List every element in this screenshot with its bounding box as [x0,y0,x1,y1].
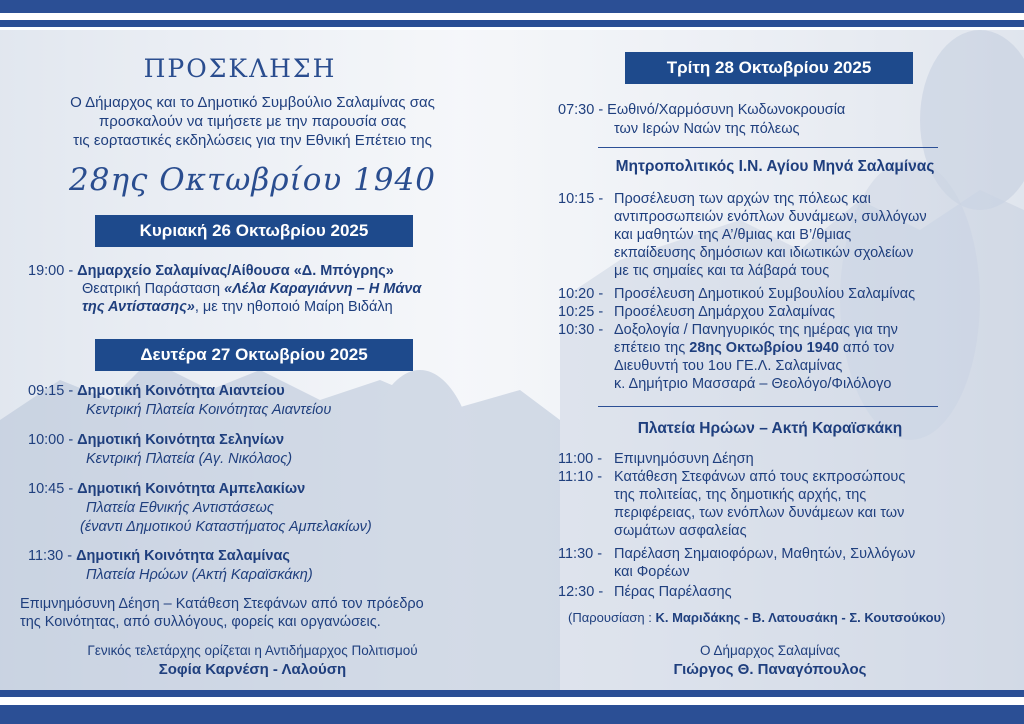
square-title: Πλατεία Ηρώων – Ακτή Καραϊσκάκη [637,420,903,437]
church-title: Μητροπολιτικός Ι.Ν. Αγίου Μηνά Σαλαμίνας [615,158,935,175]
church-item-4-line-3: Διευθυντή του 1ου ΓΕ.Λ. Σαλαμίνας [614,358,843,374]
play-prefix: Θεατρική Παράσταση [82,281,225,297]
church-time-1: 10:15 - [558,191,604,207]
play-title-end: της Αντίστασης» [82,299,195,315]
church-item-4-line-4: κ. Δημήτριο Μασσαρά – Θεολόγο/Φιλόλογο [614,376,892,392]
church-item-1-line-5: με τις σημαίες και τα λάβαρά τους [614,263,830,279]
church-time-2: 10:20 - [558,286,604,302]
square-item-3-line-2: και Φορέων [614,564,690,580]
church-time-4: 10:30 - [558,322,604,338]
square-item-4: Πέρας Παρέλασης [614,584,732,600]
event-title: Δημοτική Κοινότητα Αιαντείου [77,383,285,399]
monday-item-1 [28,382,285,400]
church-item-1-line-3: και μαθητών της Α’/θμιας και Β’/θμιας [614,227,852,243]
event-title: Δημοτική Κοινότητα Αμπελακίων [77,481,306,497]
monday-item-4-place: Πλατεία Ηρώων (Ακτή Καραϊσκάκη) [86,567,313,583]
mayor-name: Γιώργος Θ. Παναγόπουλος [673,661,867,678]
square-item-1: Επιμνημόσυνη Δέηση [614,451,754,467]
square-item-2-line-2: της πολιτείας, της δημοτικής αρχής, της [614,487,867,503]
presenters [568,609,945,627]
event-time: 09:15 - [28,383,78,399]
mayor-title: Ο Δήμαρχος Σαλαμίνας [699,643,841,658]
church-item-1-line-4: εκπαίδευσης δημόσιων και ιδιωτικών σχολείων [614,245,914,261]
divider [598,147,938,148]
invitation-title: ΠΡΟΣΚΛΗΣΗ [143,54,337,83]
intro-line-1: Ο Δήμαρχος και το Δημοτικό Συμβούλιο Σαλαμίνας σας [70,94,435,111]
day-header-monday: Δευτέρα 27 Οκτωβρίου 2025 [95,339,413,371]
intro-line-3: τις εορταστικές εκδηλώσεις για την Εθνική Επέτειο της [73,132,432,149]
doxology-date: 28ης Οκτωβρίου 1940 [689,340,839,356]
bells-line-2: των Ιερών Ναών της πόλεως [614,121,800,137]
church-item-4-line-1: Δοξολογία / Πανηγυρικός της ημέρας για την [614,322,898,338]
square-item-2-line-1: Κατάθεση Στεφάνων από τους εκπροσώπους [614,469,906,485]
sunday-event-line-3 [82,298,393,316]
presenters-names: Κ. Μαριδάκης - Β. Λατουσάκη - Σ. Κουτσούκου [655,610,942,625]
doxology-pre: επέτειο της [614,340,690,356]
event-title: Δημοτική Κοινότητα Σεληνίων [77,432,285,448]
ceremony-master-name: Σοφία Καρνέση - Λαλούση [158,661,347,678]
square-time-4: 12:30 - [558,584,604,600]
monday-note-1: Επιμνημόσυνη Δέηση – Κατάθεση Στεφάνων από τον πρόεδρο [20,596,424,612]
square-item-2-line-3: περιφέρειας, των ενόπλων δυνάμεων και των [614,505,905,521]
monday-item-4 [28,547,290,565]
monday-item-2-place: Κεντρική Πλατεία (Αγ. Νικόλαος) [86,451,293,467]
presenters-label: (Παρουσίαση : [568,610,656,625]
doxology-post: από τον [838,340,895,356]
church-time-3: 10:25 - [558,304,604,320]
play-title: «Λέλα Καραγιάννη – Η Μάνα [224,281,422,297]
monday-note-2: της Κοινότητας, από συλλόγους, φορείς και οργανώσεις. [20,614,381,630]
square-time-2: 11:10 - [558,469,603,485]
monday-item-2 [28,431,284,449]
monday-item-3 [28,480,305,498]
intro-line-2: προσκαλούν να τιμήσετε με την παρουσία σας [98,113,407,130]
square-item-2-line-4: σωμάτων ασφαλείας [614,523,747,539]
anniversary-date: 28ης Οκτωβρίου 1940 [69,162,436,198]
church-item-2: Προσέλευση Δημοτικού Συμβουλίου Σαλαμίνας [614,286,916,302]
monday-item-3-place: Πλατεία Εθνικής Αντιστάσεως [86,500,274,516]
presenters-close: ) [941,610,946,625]
day-header-tuesday: Τρίτη 28 Οκτωβρίου 2025 [625,52,913,84]
monday-item-1-place: Κεντρική Πλατεία Κοινότητας Αιαντείου [86,402,332,418]
day-header-sunday: Κυριακή 26 Οκτωβρίου 2025 [95,215,413,247]
church-item-4-line-2 [614,339,894,357]
event-time: 11:30 - [28,548,77,564]
sunday-event [28,262,394,280]
square-item-3-line-1: Παρέλαση Σημαιοφόρων, Μαθητών, Συλλόγων [614,546,916,562]
church-item-3: Προσέλευση Δημάρχου Σαλαμίνας [614,304,836,320]
square-time-1: 11:00 - [558,451,603,467]
square-time-3: 11:30 - [558,546,603,562]
play-actress: , με την ηθοποιό Μαίρη Βιδάλη [194,299,393,315]
event-time: 10:00 - [28,432,78,448]
sunday-event-line-2 [82,280,421,298]
bells-line-1: 07:30 - Εωθινό/Χαρμόσυνη Κωδωνοκρουσία [558,102,846,118]
event-time: 19:00 - [28,263,78,279]
monday-item-3-place-note: (έναντι Δημοτικού Καταστήματος Αμπελακίων) [80,519,372,535]
church-item-1-line-2: αντιπροσωπειών ενόπλων δυνάμεων, συλλόγων [614,209,927,225]
church-item-1-line-1: Προσέλευση των αρχών της πόλεως και [614,191,871,207]
event-title: Δημοτική Κοινότητα Σαλαμίνας [76,548,290,564]
ceremony-master-label: Γενικός τελετάρχης ορίζεται η Αντιδήμαρχος Πολιτισμού [87,643,418,658]
divider [598,406,938,407]
event-time: 10:45 - [28,481,78,497]
event-venue: Δημαρχείο Σαλαμίνας/Αίθουσα «Δ. Μπόγρης» [77,263,394,279]
